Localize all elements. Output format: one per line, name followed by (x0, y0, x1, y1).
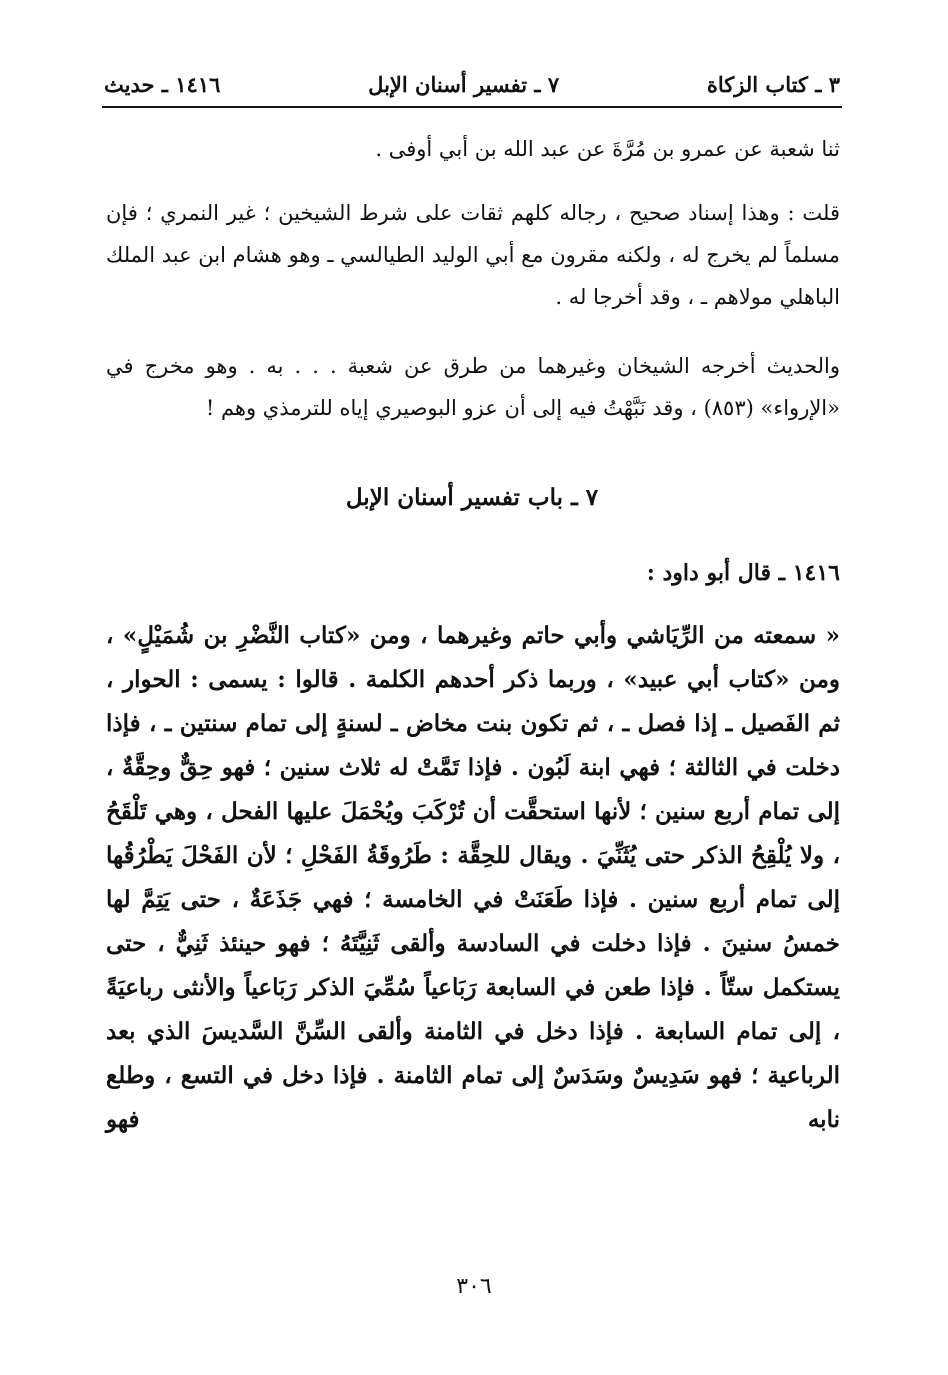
paragraph-takhrij: والحديث أخرجه الشيخان وغيرهما من طرق عن شعبة . . . به . وهو مخرج في «الإرواء» (٨٥٣) ، وقد نَبَّهْتُ فيه إلى أن عزو البوصيري إياه للترمذي وهم ! (106, 354, 840, 420)
running-header (104, 66, 840, 102)
hadith-text: « سمعته من الرِّيَاشي وأبي حاتم وغيرهما ، ومن «كتاب النَّضْرِ بن شُمَيْلٍ» ، ومن «كتاب أبي عبيد» ، وربما ذكر أحدهم الكلمة . قالوا : يسمى : الحوار ، ثم الفَصيل ـ إذا فصل ـ ، ثم تكون بنت مخاض ـ لسنةٍ إلى تمام سنتين ـ ، فإذا دخلت في الثالثة ؛ فهي ابنة لَبُون . فإذا تَمَّتْ له ثلاث سنين ؛ فهو حِقٌّ وحِقَّةٌ ، إلى تمام أربع سنين ؛ لأنها استحقَّت أن تُرْكَبَ ويُحْمَلَ عليها الفحل ، وهي تَلْقَحُ ، ولا يُلْقِحُ الذكر حتى يُثَنِّيَ . ويقال للحِقَّة : طَرُوقَةُ الفَحْلِ ؛ لأن الفَحْلَ يَطْرُقُها إلى تمام أربع سنين . فإذا طَعَنَتْ في الخامسة ؛ فهي جَذَعَةٌ ، حتى يَتِمَّ لها خمسُ سنينَ . فإذا دخلت في السادسة وألقى ثَنِيَّتَهُ ؛ فهو حينئذ ثَنِيٌّ ، حتى يستكمل ستّاً . فإذا طعن في السابعة رَبَاعياً سُمِّيَ الذكر رَبَاعياً والأنثى رباعيَةً ، إلى تمام السابعة . فإذا دخل في الثامنة وألقى السِّنَّ السَّديسَ الذي بعد الرباعية ؛ فهو سَدِيسٌ وسَدَسٌ إلى تمام الثامنة . فإذا دخل في التسع ، وطلع نابه فهو (106, 622, 840, 1133)
header-hadith-ref: ١٤١٦ ـ حديث (104, 71, 221, 97)
section-title: ٧ ـ باب تفسير أسنان الإبل (345, 484, 599, 511)
page-number: ٣٠٦ (456, 1274, 492, 1299)
header-divider (102, 106, 842, 108)
paragraph-chain-of-narration: ثنا شعبة عن عمرو بن مُرَّةَ عن عبد الله بن أبي أوفى . (375, 137, 840, 161)
header-chapter: ٣ ـ كتاب الزكاة (706, 71, 840, 97)
hadith-heading: ١٤١٦ ـ قال أبو داود : (646, 560, 840, 586)
header-chapter-section: ٧ ـ تفسير أسنان الإبل (368, 71, 560, 97)
paragraph-isnad-assessment: قلت : وهذا إسناد صحيح ، رجاله كلهم ثقات على شرط الشيخين ؛ غير النمري ؛ فإن مسلماً لم يخرج له ، ولكنه مقرون مع أبي الوليد الطيالسي ـ وهو هشام ابن عبد الملك الباهلي مولاهم ـ ، وقد أخرجا له . (106, 201, 840, 309)
